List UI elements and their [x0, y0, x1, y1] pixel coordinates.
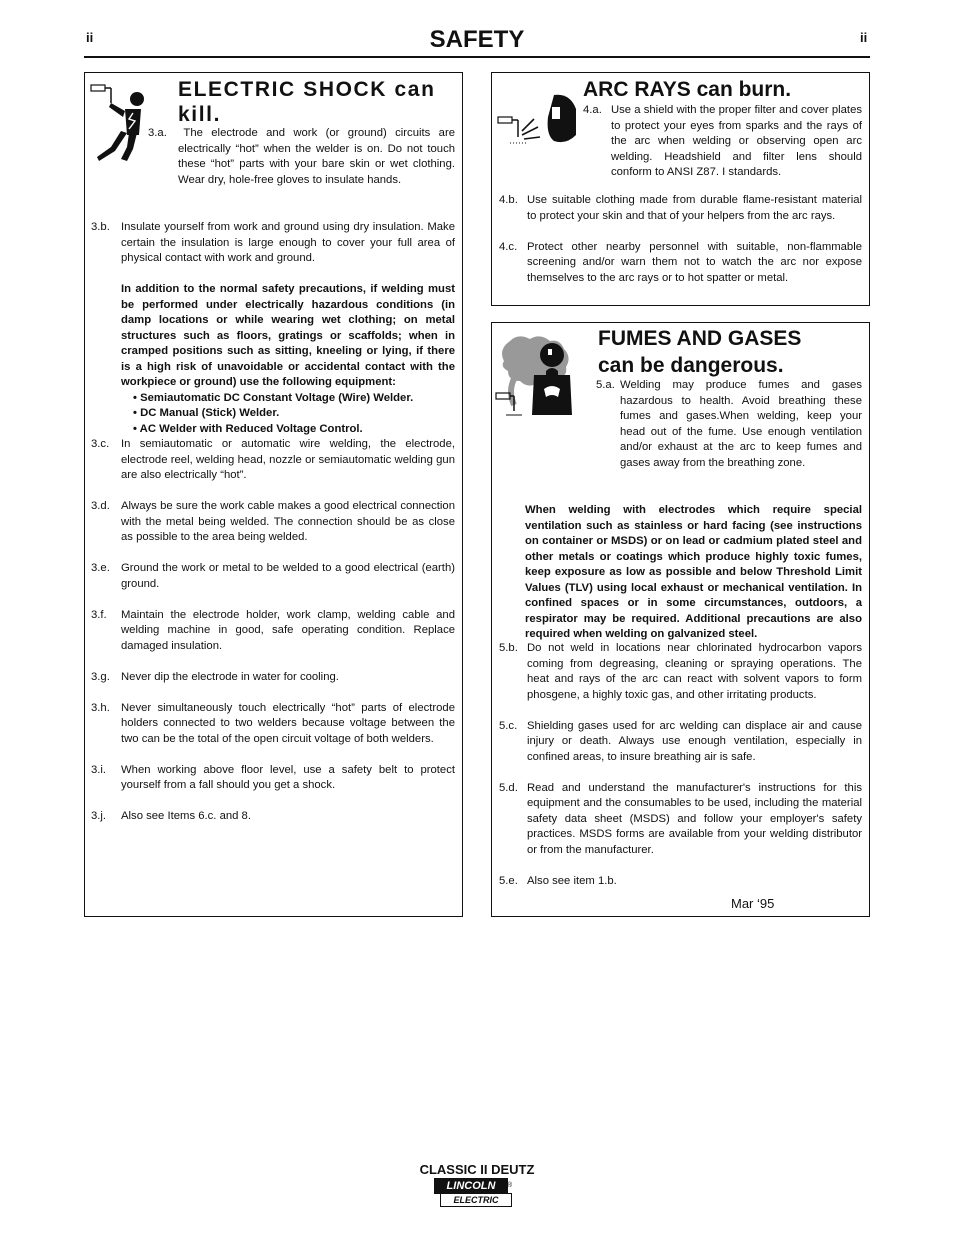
- hazard-note-text: In addition to the normal safety precautions, if welding must be performed under electrically hazardous conditions (in damp locations or while wearing wet clothing; on metal structures such as floors, gratings or scaffolds; when in cramped positions such as sitting, kneeling or lying, if there is a high risk of unavoidable or accidental contact with the workpiece or ground) use the following equipment:: [121, 283, 455, 388]
- electric-shock-items: [91, 220, 455, 840]
- fumes-icon: [494, 331, 594, 417]
- fumes-item-5b: [499, 641, 862, 703]
- fumes-heading: [598, 325, 801, 379]
- electric-shock-section: [84, 72, 463, 917]
- electric-shock-heading-line2: kill.: [178, 103, 222, 127]
- equipment-item: • Semiautomatic DC Constant Voltage (Wire) Welder.: [133, 391, 414, 404]
- item-text: Shielding gases used for arc welding can displace air and cause injury or death. Always use enough ventilation, especially in confined areas, to insure breathing air is safe.: [527, 719, 862, 763]
- item-number: 3.i.: [91, 763, 107, 776]
- arc-rays-section: [491, 72, 870, 306]
- arc-rays-item-4b: [499, 193, 862, 224]
- item-number: 5.e.: [499, 874, 518, 887]
- item-text: When working above floor level, use a safety belt to protect yourself from a fall should you get a shock.: [121, 763, 455, 791]
- electric-shock-heading: [178, 77, 456, 127]
- item-text: Use a shield with the proper filter and cover plates to protect your eyes from sparks and the rays of the arc when welding or observing open arc welding. Headshield and filter lens should conform to ANSI Z87. I standards.: [611, 104, 862, 178]
- electric-shock-item-3d: [91, 499, 455, 546]
- item-number: 3.b.: [91, 221, 110, 233]
- fumes-item-5a: [596, 378, 862, 487]
- item-text: Also see Items 6.c. and 8.: [121, 810, 251, 822]
- item-number: 3.f.: [91, 608, 107, 621]
- item-number: 5.b.: [499, 642, 518, 654]
- electric-shock-item-3c: [91, 437, 455, 484]
- item-number: 3.c.: [91, 438, 110, 450]
- arc-rays-items: [499, 193, 862, 302]
- item-text: Also see item 1.b.: [527, 874, 617, 887]
- item-text: Use suitable clothing made from durable flame-resistant material to protect your skin and that of your helpers from the arc rays.: [527, 194, 862, 222]
- item-number: 4.c.: [499, 240, 518, 253]
- item-text: Never simultaneously touch electrically “hot” parts of electrode holders connected to two welders because voltage between the two can be the total of the open circuit voltage of both welders.: [121, 701, 455, 745]
- item-text: Welding may produce fumes and gases hazardous to health. Avoid breathing these fumes and gases.When welding, keep your head out of the fume. Use enough ventilation and/or exhaust at the arc to keep fumes and gases away from the breathing zone.: [620, 379, 862, 469]
- electric-shock-item-3i: [91, 763, 455, 794]
- fumes-item-5a-warning: When welding with electrodes which require special ventilation such as stainless or hard facing (see instructions on container or MSDS) or on lead or cadmium plated steel and other metals or coatings which produce highly toxic fumes, keep exposure as low as possible and below Threshold Limit Values (TLV) using local exhaust or mechanical ventilation. In confined spaces or in some circumstances, outdoors, a respirator may be required. Additional precautions are also required when welding on galvanized steel.: [525, 504, 862, 640]
- arc-rays-item-4c: [499, 240, 862, 287]
- page-title: SAFETY: [429, 26, 525, 53]
- item-number: 5.a.: [596, 379, 615, 391]
- logo-bottom: ELECTRIC: [440, 1193, 512, 1207]
- fumes-item-5d: [499, 781, 862, 859]
- registered-mark-icon: ®: [507, 1182, 513, 1189]
- equipment-item: • AC Welder with Reduced Voltage Control.: [133, 422, 363, 435]
- item-number: 3.g.: [91, 670, 110, 683]
- electric-shock-hazard-note: [91, 282, 455, 391]
- electric-shock-item-3a: [148, 126, 455, 204]
- item-text: Maintain the electrode holder, work clamp, welding cable and welding machine in good, safe operating condition. Replace damaged insulation.: [121, 608, 455, 652]
- fumes-item-5e: [499, 874, 862, 890]
- arc-rays-item-4a: [583, 103, 862, 196]
- item-number: 5.c.: [499, 719, 518, 732]
- item-number: 3.e.: [91, 562, 110, 574]
- header-rule: [84, 56, 870, 58]
- item-text: Do not weld in locations near chlorinated hydrocarbon vapors coming from degreasing, cleaning or spraying operations. The heat and rays of the arc can react with solvent vapors to form phosgene, a highly toxic gas, and other irritating products.: [527, 642, 862, 701]
- equipment-list: [91, 391, 455, 438]
- item-number: 3.h.: [91, 701, 110, 714]
- equipment-item: • DC Manual (Stick) Welder.: [133, 407, 280, 419]
- item-text: In semiautomatic or automatic wire welding, the electrode, electrode reel, welding head, nozzle or semiautomatic welding gun are also electrically “hot”.: [121, 438, 455, 481]
- arc-rays-icon: [496, 91, 580, 153]
- item-text: Insulate yourself from work and ground using dry insulation. Make certain the insulation is large enough to cover your full area of physical contact with work and ground.: [121, 221, 455, 264]
- electric-shock-item-3e: [91, 561, 455, 592]
- item-number: 4.b.: [499, 194, 518, 206]
- item-number: 4.a.: [583, 104, 602, 116]
- item-number: 5.d.: [499, 781, 518, 794]
- electric-shock-item-3j: [91, 809, 455, 825]
- electric-shock-heading-line1: ELECTRIC SHOCK can: [178, 78, 436, 101]
- fumes-item-5c: [499, 719, 862, 766]
- page-number-right: ii: [860, 30, 868, 45]
- page-number-left: ii: [86, 30, 94, 45]
- electric-shock-item-3h: [91, 701, 455, 748]
- item-number: 3.a.: [148, 127, 167, 139]
- electric-shock-item-3g: [91, 670, 455, 686]
- item-number: 3.j.: [91, 810, 107, 822]
- item-text: Ground the work or metal to be welded to a good electrical (earth) ground.: [121, 562, 455, 590]
- fumes-items: [499, 641, 862, 905]
- item-text: The electrode and work (or ground) circuits are electrically “hot” when the welder is on. Do not touch these “hot” parts with your bare skin or wet clothing. Wear dry, hole-free gloves to insulate hands.: [178, 127, 455, 186]
- electric-shock-icon: [89, 81, 151, 163]
- arc-rays-heading: ARC RAYS can burn.: [583, 78, 792, 101]
- item-text: Never dip the electrode in water for cooling.: [121, 670, 339, 683]
- item-number: 3.d.: [91, 500, 110, 512]
- electric-shock-item-3f: [91, 608, 455, 655]
- fumes-heading-line2: can be dangerous.: [598, 354, 784, 377]
- electric-shock-item-3b: [91, 220, 455, 267]
- revision-date: Mar ‘95: [731, 896, 775, 911]
- model-name: CLASSIC II DEUTZ: [419, 1162, 535, 1177]
- item-text: Protect other nearby personnel with suitable, non-flammable screening and/or warn them not to watch the arc nor expose themselves to the arc rays or to hot spatter or metal.: [527, 240, 862, 284]
- logo-top: LINCOLN: [434, 1178, 508, 1194]
- item-text: Always be sure the work cable makes a good electrical connection with the metal being welded. The connection should be as close as possible to the area being welded.: [121, 500, 455, 543]
- item-text: Read and understand the manufacturer's instructions for this equipment and the consumables to be used, including the material safety data sheet (MSDS) and follow your employer's safety practices. MSDS forms are available from your welding distributor or from the manufacturer.: [527, 781, 862, 856]
- fumes-heading-line1: FUMES AND GASES: [598, 327, 802, 350]
- lincoln-electric-logo: [434, 1178, 512, 1208]
- fumes-section: [491, 322, 870, 917]
